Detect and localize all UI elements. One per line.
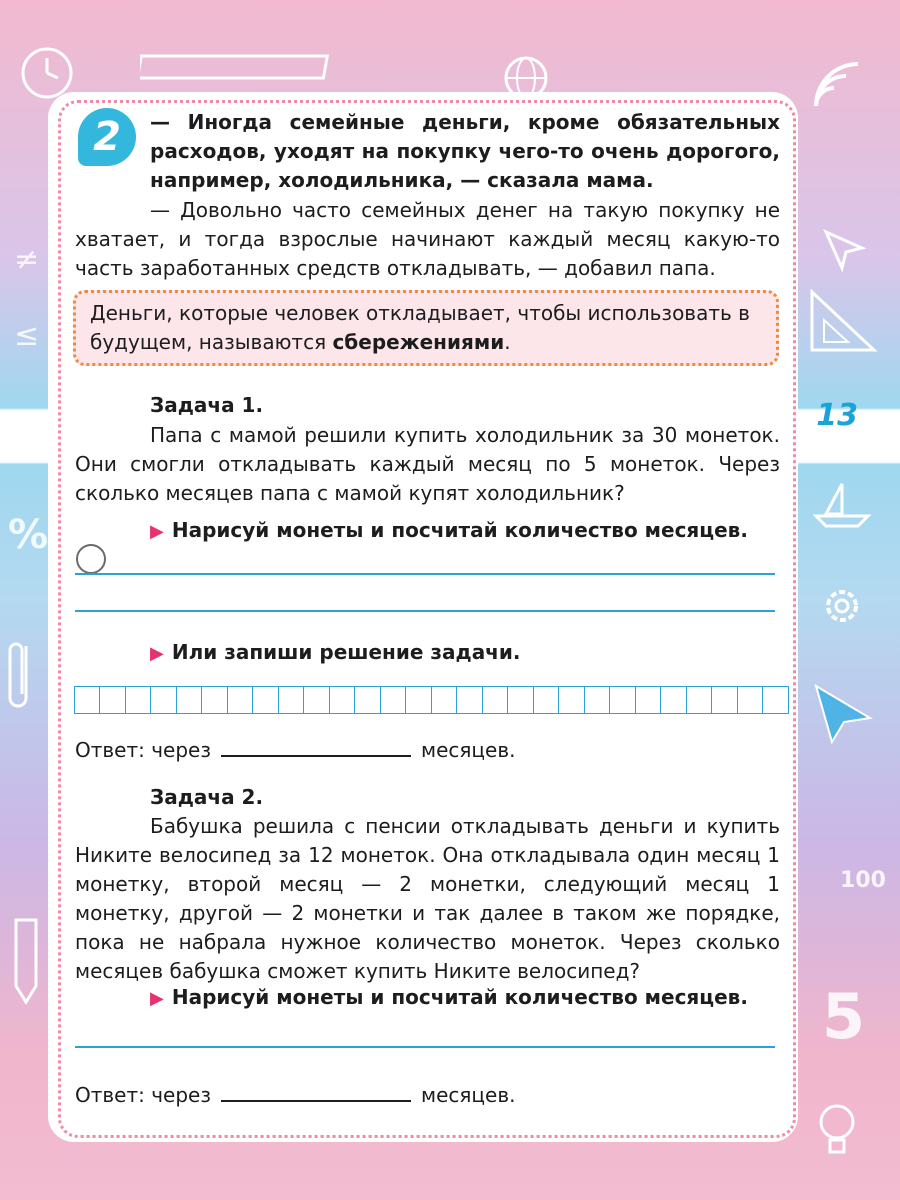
- task1-draw-line-1[interactable]: [75, 573, 775, 575]
- arrow-icon: ▶: [150, 988, 164, 1009]
- grid-cell[interactable]: [456, 686, 483, 714]
- definition-term: сбережениями: [332, 330, 505, 354]
- less-equal-icon: ≤: [14, 318, 40, 353]
- grid-cell[interactable]: [686, 686, 713, 714]
- task1-answer-blank[interactable]: [221, 733, 411, 757]
- task1-instruction-draw-text: Нарисуй монеты и посчитай количество месяцев.: [171, 518, 748, 542]
- task2-answer-blank[interactable]: [221, 1078, 411, 1102]
- definition-text: [90, 299, 760, 357]
- task1-solution-grid[interactable]: [75, 686, 789, 714]
- pencil-icon: [6, 916, 46, 1006]
- gear-icon: [818, 582, 866, 630]
- task1-instruction-write-text: Или запиши решение задачи.: [171, 640, 521, 664]
- definition-text-before: Деньги, которые человек откладывает, чтобы использовать в будущем, называются: [90, 301, 750, 354]
- grid-cell[interactable]: [150, 686, 177, 714]
- grid-cell[interactable]: [278, 686, 305, 714]
- grid-cell[interactable]: [635, 686, 662, 714]
- wifi-icon: [810, 58, 864, 112]
- task1-title: Задача 1.: [150, 393, 264, 417]
- grid-cell[interactable]: [405, 686, 432, 714]
- lightbulb-icon: [812, 1100, 862, 1160]
- grid-cell[interactable]: [176, 686, 203, 714]
- grid-cell[interactable]: [74, 686, 101, 714]
- grid-cell[interactable]: [660, 686, 687, 714]
- grid-cell[interactable]: [252, 686, 279, 714]
- grid-cell[interactable]: [507, 686, 534, 714]
- task2-instruction-draw: [150, 985, 748, 1009]
- grid-cell[interactable]: [227, 686, 254, 714]
- page-number: 13: [816, 398, 858, 433]
- task1-instruction-write: [150, 640, 521, 664]
- grid-cell[interactable]: [329, 686, 356, 714]
- grid-cell[interactable]: [711, 686, 738, 714]
- cursor-icon: [822, 228, 866, 272]
- grid-cell[interactable]: [431, 686, 458, 714]
- grid-cell[interactable]: [99, 686, 126, 714]
- task2-answer-suffix: месяцев.: [421, 1083, 516, 1107]
- grid-cell[interactable]: [380, 686, 407, 714]
- percent-icon: %: [8, 512, 49, 558]
- sailboat-icon: [812, 480, 872, 530]
- task2-answer-row: [75, 1078, 515, 1107]
- task1-answer-prefix: Ответ: через: [75, 738, 211, 762]
- grid-cell[interactable]: [354, 686, 381, 714]
- five-icon: 5: [822, 980, 866, 1053]
- grid-cell[interactable]: [584, 686, 611, 714]
- grid-cell[interactable]: [609, 686, 636, 714]
- grid-cell[interactable]: [125, 686, 152, 714]
- paperclip-icon: [6, 636, 36, 716]
- paper-plane-icon: [810, 682, 874, 746]
- coin-icon: [76, 544, 106, 574]
- grid-cell[interactable]: [737, 686, 764, 714]
- task1-draw-line-2[interactable]: [75, 610, 775, 612]
- grid-cell[interactable]: [762, 686, 789, 714]
- intro-mom-line: — Иногда семейные деньги, кроме обязательных расходов, уходят на покупку чего-то очень дорогого, например, холодильника, — сказала мама.: [150, 110, 780, 192]
- intro-dad-line: — Довольно часто семейных денег на такую покупку не хватает, и тогда взрослые начинают каждый месяц какую-то часть заработанных средств откладывать, — добавил папа.: [75, 198, 780, 280]
- task1-instruction-draw: [150, 518, 748, 542]
- arrow-icon: ▶: [150, 643, 164, 664]
- arrow-icon: ▶: [150, 521, 164, 542]
- ruler-icon: [140, 52, 330, 82]
- task2-body: Бабушка решила с пенсии откладывать деньги и купить Никите велосипед за 12 монеток. Она откладывала один месяц 1 монетку, второй месяц — 2 монетки, следующий месяц 1 монетку, другой — 2 монетки и так далее в таком же порядке, пока не набрала нужное количество монеток. Через сколько месяцев бабушка сможет купить Никите велосипед?: [75, 814, 780, 983]
- task1-answer-row: [75, 733, 515, 762]
- grid-cell[interactable]: [201, 686, 228, 714]
- task2-draw-line[interactable]: [75, 1046, 775, 1048]
- task-number-badge: 2: [78, 108, 136, 166]
- task2-answer-prefix: Ответ: через: [75, 1083, 211, 1107]
- grid-cell[interactable]: [558, 686, 585, 714]
- task2-title: Задача 2.: [150, 785, 264, 809]
- grid-cell[interactable]: [482, 686, 509, 714]
- grid-cell[interactable]: [303, 686, 330, 714]
- task1-body: Папа с мамой решили купить холодильник за 30 монеток. Они смогли откладывать каждый месяц по 5 монеток. Через сколько месяцев папа с мамой купят холодильник?: [75, 423, 780, 505]
- triangle-ruler-icon: [808, 288, 878, 354]
- hundred-icon: 100: [840, 868, 886, 893]
- not-equal-icon: ≠: [14, 242, 40, 277]
- grid-cell[interactable]: [533, 686, 560, 714]
- task2-instruction-draw-text: Нарисуй монеты и посчитай количество месяцев.: [171, 985, 748, 1009]
- definition-text-after: .: [504, 330, 511, 354]
- task1-answer-suffix: месяцев.: [421, 738, 516, 762]
